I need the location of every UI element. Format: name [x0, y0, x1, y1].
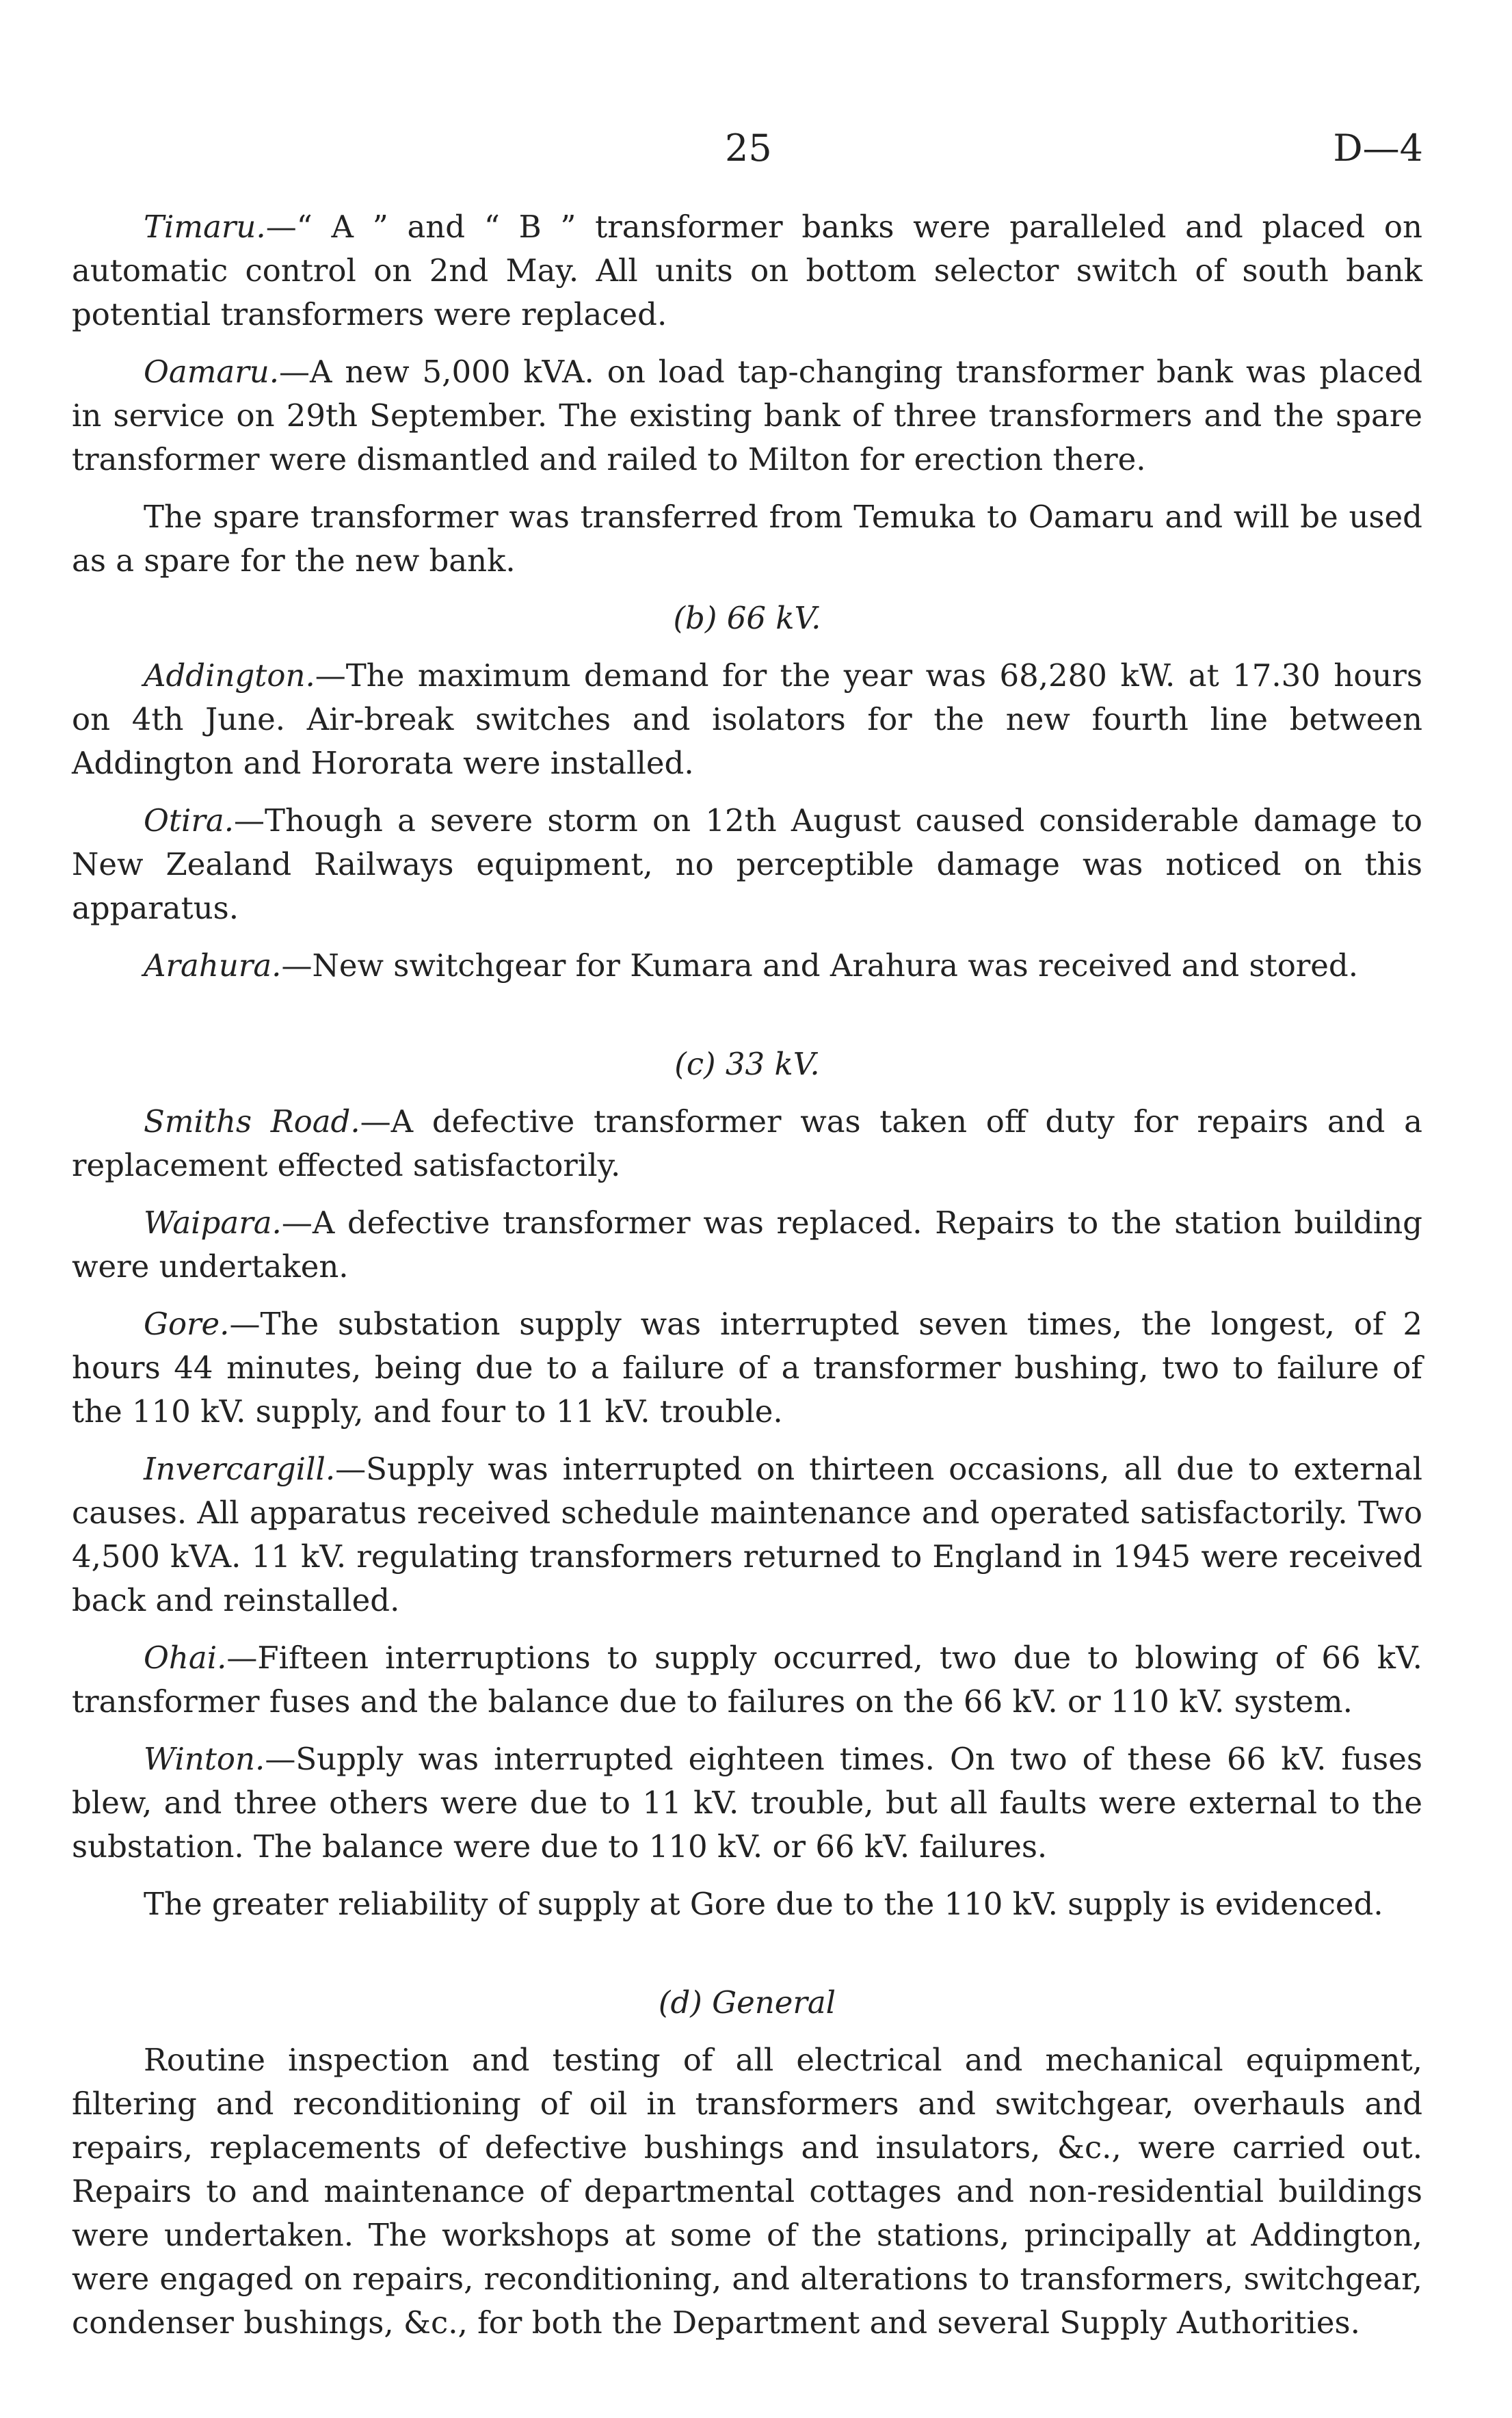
paragraph-waipara — [72, 1201, 1422, 1289]
paragraph-invercargill — [72, 1447, 1422, 1622]
place-name: Addington. — [144, 657, 315, 694]
page-number: 25 — [725, 127, 772, 170]
paragraph-otira — [72, 799, 1422, 930]
paragraph-gore — [72, 1302, 1422, 1434]
paragraph-arahura — [72, 944, 1422, 988]
place-name: Ohai. — [144, 1640, 227, 1676]
paragraph-text: —New switchgear for Kumara and Arahura was received and stored. — [281, 947, 1359, 984]
paragraph-text: —Though a severe storm on 12th August caused considerable damage to New Zealand Railways equipment, no perceptible damage was noticed on this apparatus. — [72, 802, 1422, 926]
paragraph-reliability — [72, 1882, 1422, 1926]
page-header — [0, 127, 1512, 174]
paragraph-text: —The substation supply was interrupted seven times, the longest, of 2 hours 44 minutes, being due to a failure of a transformer bushing, two to failure of the 110 kV. supply, and four to 11 kV. trouble. — [72, 1306, 1422, 1430]
document-body — [72, 205, 1422, 2345]
section-b — [72, 596, 1422, 988]
paragraph-winton — [72, 1737, 1422, 1869]
section-a-continued — [72, 205, 1422, 583]
place-name: Gore. — [144, 1306, 230, 1342]
place-name: Timaru. — [144, 209, 266, 245]
section-heading: (c) 33 kV. — [674, 1046, 820, 1082]
place-name: Winton. — [144, 1741, 265, 1777]
place-name: Otira. — [144, 802, 235, 839]
section-d — [72, 1981, 1422, 2345]
paragraph-text: —A defective transformer was replaced. Repairs to the station building were undertaken. — [72, 1205, 1422, 1285]
paragraph-ohai — [72, 1636, 1422, 1724]
place-name: Smiths Road. — [144, 1103, 360, 1140]
paragraph-text: —Supply was interrupted on thirteen occasions, all due to external causes. All apparatus received schedule maintenance and operated satisfactorily. Two 4,500 kVA. 11 kV. regulating transformers returned to England in 1945 were received back and reinstalled. — [72, 1451, 1422, 1618]
paragraph-text: —Fifteen interruptions to supply occurred, two due to blowing of 66 kV. transformer fuses and the balance due to failures on the 66 kV. or 110 kV. system. — [72, 1640, 1422, 1720]
paragraph-addington — [72, 654, 1422, 785]
paragraph-text: The spare transformer was transferred from Temuka to Oamaru and will be used as a spare for the new bank. — [72, 499, 1422, 579]
paragraph-text: The greater reliability of supply at Gore due to the 110 kV. supply is evidenced. — [144, 1886, 1383, 1922]
section-c — [72, 1042, 1422, 1926]
paragraph-timaru — [72, 205, 1422, 337]
report-code: D—4 — [1333, 127, 1423, 170]
place-name: Invercargill. — [144, 1451, 336, 1487]
paragraph-text: —A defective transformer was taken off duty for repairs and a replacement effected satisfactorily. — [72, 1103, 1422, 1183]
paragraph-oamaru — [72, 350, 1422, 482]
place-name: Waipara. — [144, 1205, 282, 1241]
paragraph-text: —A new 5,000 kVA. on load tap-changing transformer bank was placed in service on 29th September. The existing bank of three transformers and the spare transformer were dismantled and railed to Milton for erection there. — [72, 354, 1422, 477]
paragraph-text: —“ A ” and “ B ” transformer banks were paralleled and placed on automatic control on 2nd May. All units on bottom selector switch of south bank potential transformers were replaced. — [72, 209, 1422, 332]
place-name: Oamaru. — [144, 354, 280, 390]
section-heading: (d) General — [658, 1984, 836, 2021]
paragraph-smiths-road — [72, 1100, 1422, 1187]
section-heading: (b) 66 kV. — [673, 600, 821, 636]
paragraph-spare-transformer — [72, 495, 1422, 583]
place-name: Arahura. — [144, 947, 282, 984]
paragraph-text: Routine inspection and testing of all electrical and mechanical equipment, filtering and reconditioning of oil in transformers and switchgear, overhauls and repairs, replacements of defective bushings and insulators, &c., were carried out. Repairs to and maintenance of departmental cottages and non-residential buildings were undertaken. The workshops at some of the stations, principally at Addington, were engaged on repairs, reconditioning, and alterations to transformers, switchgear, condenser bushings, &c., for both the Department and several Supply Authorities. — [72, 2042, 1422, 2341]
paragraph-text: —The maximum demand for the year was 68,280 kW. at 17.30 hours on 4th June. Air-break switches and isolators for the new fourth line between Addington and Hororata were installed. — [72, 657, 1422, 781]
paragraph-text: —Supply was interrupted eighteen times. On two of these 66 kV. fuses blew, and three others were due to 11 kV. trouble, but all faults were external to the substation. The balance were due to 110 kV. or 66 kV. failures. — [72, 1741, 1422, 1865]
paragraph-general — [72, 2038, 1422, 2345]
